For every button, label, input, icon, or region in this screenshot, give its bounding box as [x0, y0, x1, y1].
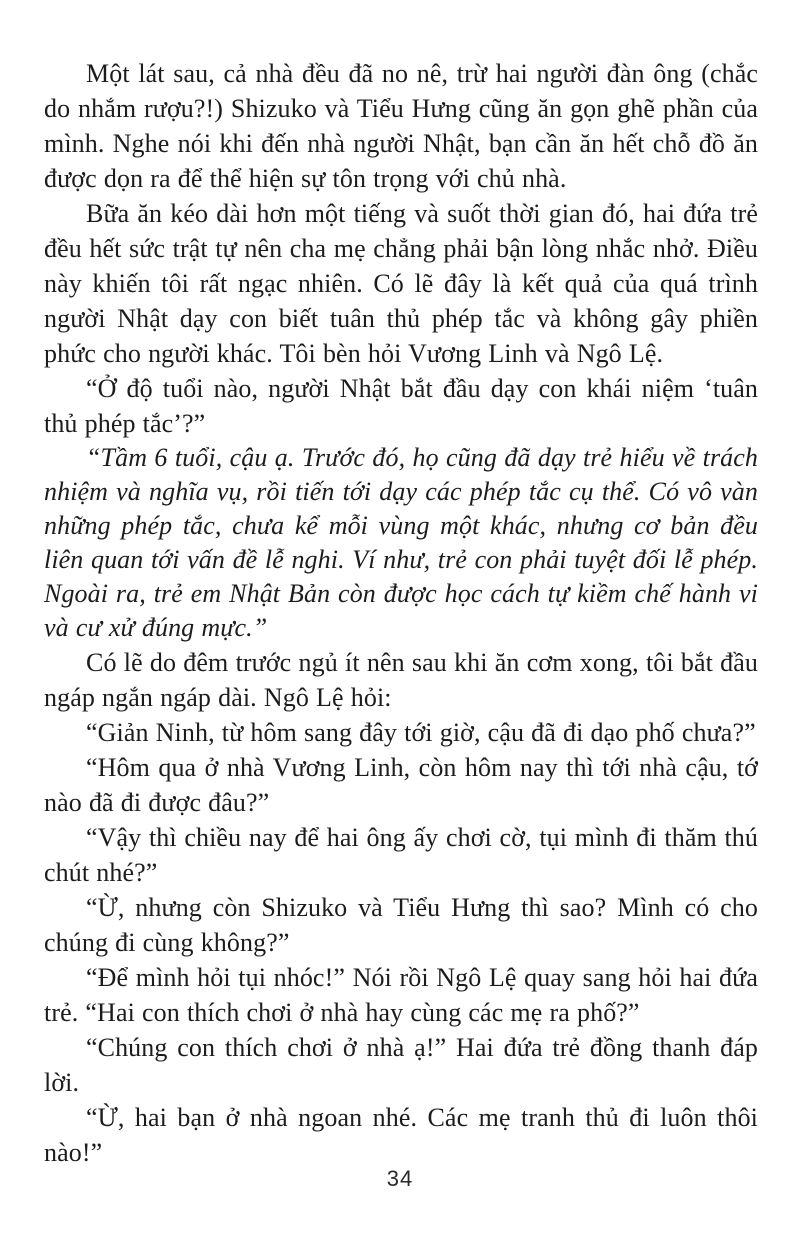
paragraph: “Ừ, nhưng còn Shizuko và Tiểu Hưng thì sao? Mình có cho chúng đi cùng không?”	[44, 893, 758, 957]
paragraph: Một lát sau, cả nhà đều đã no nê, trừ hai người đàn ông (chắc do nhắm rượu?!) Shizuko và Tiểu Hưng cũng ăn gọn ghẽ phần của mình. Nghe nói khi đến nhà người Nhật, bạn cần ăn hết chỗ đồ ăn được dọn ra để thể hiện sự tôn trọng với chủ nhà.	[44, 59, 758, 193]
paragraph: “Chúng con thích chơi ở nhà ạ!” Hai đứa trẻ đồng thanh đáp lời.	[44, 1033, 758, 1097]
paragraph: Có lẽ do đêm trước ngủ ít nên sau khi ăn cơm xong, tôi bắt đầu ngáp ngắn ngáp dài. Ngô Lệ hỏi:	[44, 648, 758, 712]
page-number: 34	[386, 1166, 414, 1191]
paragraph: “Tầm 6 tuổi, cậu ạ. Trước đó, họ cũng đã dạy trẻ hiểu về trách nhiệm và nghĩa vụ, rồi tiến tới dạy các phép tắc cụ thể. Có vô vàn những phép tắc, chưa kể mỗi vùng một khác, nhưng cơ bản đều liên quan tới vấn đề lễ nghi. Ví như, trẻ con phải tuyệt đối lễ phép. Ngoài ra, trẻ em Nhật Bản còn được học cách tự kiềm chế hành vi và cư xử đúng mực.”	[44, 443, 758, 642]
paragraph: “Giản Ninh, từ hôm sang đây tới giờ, cậu đã đi dạo phố chưa?”	[86, 718, 756, 747]
paragraph: “Ở độ tuổi nào, người Nhật bắt đầu dạy con khái niệm ‘tuân thủ phép tắc’?”	[44, 374, 758, 438]
paragraph: “Vậy thì chiều nay để hai ông ấy chơi cờ, tụi mình đi thăm thú chút nhé?”	[44, 823, 758, 887]
body-text	[44, 56, 758, 1170]
paragraph: “Để mình hỏi tụi nhóc!” Nói rồi Ngô Lệ quay sang hỏi hai đứa trẻ. “Hai con thích chơi ở nhà hay cùng các mẹ ra phố?”	[44, 963, 758, 1027]
paragraph: “Hôm qua ở nhà Vương Linh, còn hôm nay thì tới nhà cậu, tớ nào đã đi được đâu?”	[44, 753, 758, 817]
paragraph: “Ừ, hai bạn ở nhà ngoan nhé. Các mẹ tranh thủ đi luôn thôi nào!”	[44, 1103, 758, 1167]
page-footer	[0, 1166, 800, 1192]
paragraph: Bữa ăn kéo dài hơn một tiếng và suốt thời gian đó, hai đứa trẻ đều hết sức trật tự nên cha mẹ chẳng phải bận lòng nhắc nhở. Điều này khiến tôi rất ngạc nhiên. Có lẽ đây là kết quả của quá trình người Nhật dạy con biết tuân thủ phép tắc và không gây phiền phức cho người khác. Tôi bèn hỏi Vương Linh và Ngô Lệ.	[44, 199, 758, 368]
